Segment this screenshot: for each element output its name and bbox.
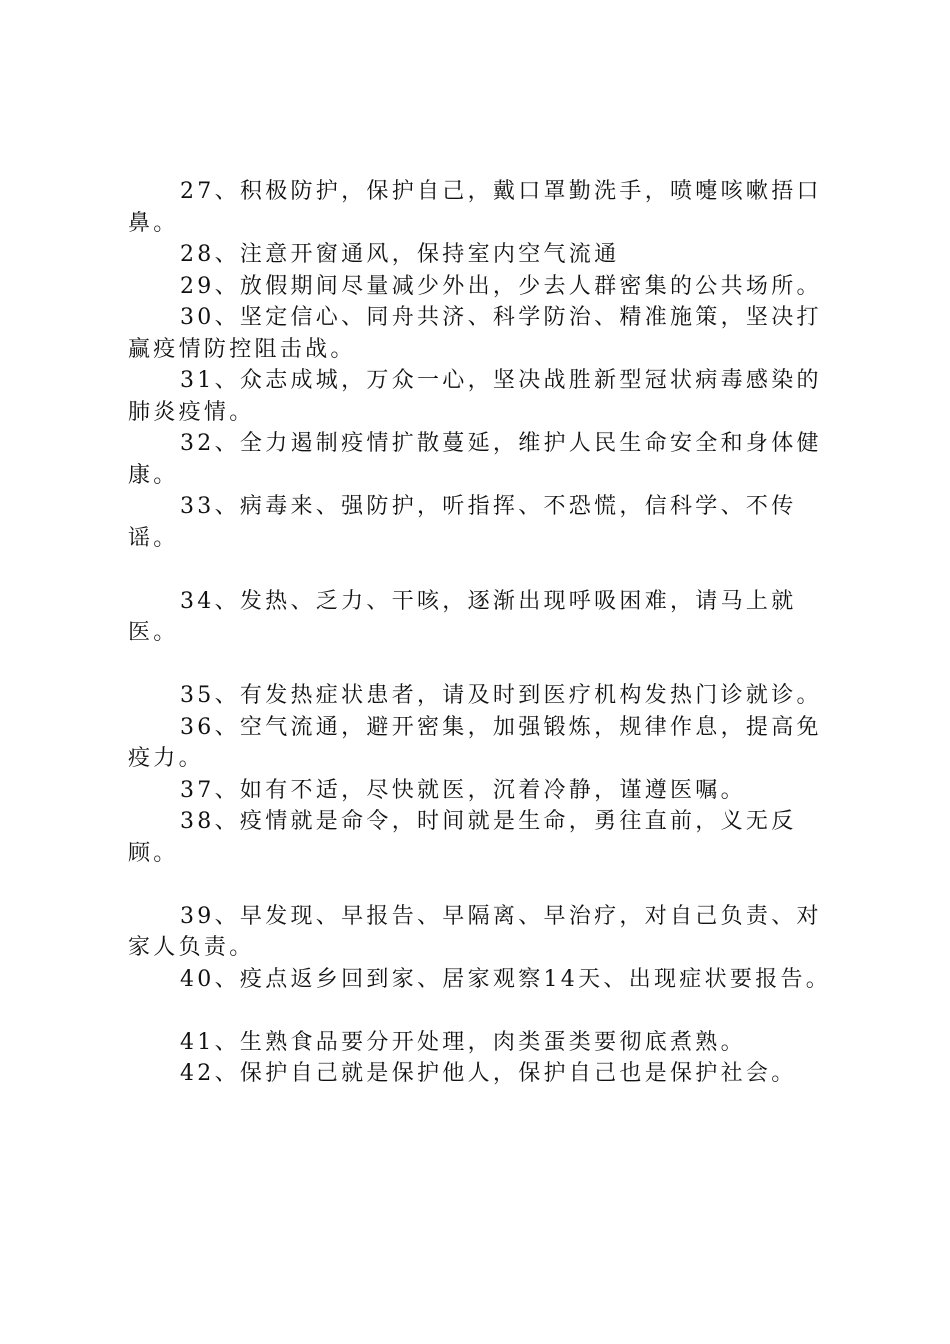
paragraph-41: 41、生熟食品要分开处理，肉类蛋类要彻底煮熟。: [180, 1029, 746, 1055]
paragraph-27: 27、积极防护，保护自己，戴口罩勤洗手，喷嚏咳嗽捂口鼻。: [128, 179, 822, 236]
paragraph-30: 30、坚定信心、同舟共济、科学防治、精准施策，坚决打赢疫情防控阻击战。: [128, 305, 822, 362]
paragraph-42: 42、保护自己就是保护他人，保护自己也是保护社会。: [180, 1061, 797, 1086]
document-body: [128, 176, 840, 1090]
paragraph-32: 32、全力遏制疫情扩散蔓延，维护人民生命安全和身体健康。: [128, 431, 822, 488]
paragraph-35: 35、有发热症状患者，请及时到医疗机构发热门诊就诊。: [180, 683, 822, 708]
paragraph-39: 39、早发现、早报告、早隔离、早治疗，对自己负责、对家人负责。: [128, 903, 822, 960]
paragraph-36: 36、空气流通，避开密集，加强锻炼，规律作息，提高免疫力。: [128, 714, 822, 771]
paragraph-37: 37、如有不适，尽快就医，沉着冷静，谨遵医嘱。: [180, 777, 746, 803]
paragraph-33: 33、病毒来、强防护，听指挥、不恐慌，信科学、不传谣。: [128, 494, 797, 551]
paragraph-34: 34、发热、乏力、干咳，逐渐出现呼吸困难，请马上就医。: [128, 588, 797, 645]
paragraph-29: 29、放假期间尽量减少外出，少去人群密集的公共场所。: [180, 273, 822, 299]
paragraph-31: 31、众志成城，万众一心，坚决战胜新型冠状病毒感染的肺炎疫情。: [128, 368, 822, 425]
paragraph-38: 38、疫情就是命令，时间就是生命，勇往直前，义无反顾。: [128, 809, 797, 866]
paragraph-40: 40、疫点返乡回到家、居家观察14天、出现症状要报告。: [180, 966, 832, 992]
paragraph-28: 28、注意开窗通风，保持室内空气流通: [180, 242, 620, 267]
